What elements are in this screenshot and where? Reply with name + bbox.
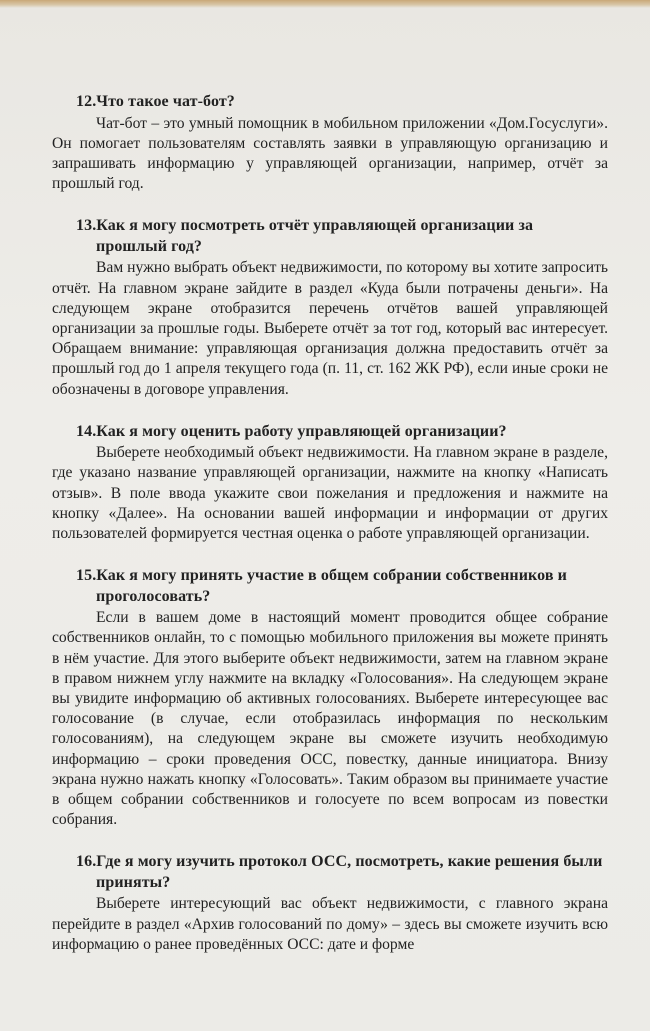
answer-paragraph: Если в вашем доме в настоящий момент проводится общее собрание собственников онлайн, то с помощью мобильного приложения вы можете принять в нём участие. Для этого выберите объект недвижимости, затем на главном экране в правом нижнем углу нажмите на вкладку «Голосования». На следующем экране вы увидите информацию об активных голосованиях. Выберете интересующее вас голосование (в случае, если отобразилась информация по нескольким голосованиям), на следующем экране вы сможете изучить необходимую информацию – сроки проведения ОСС, повестку, данные инициатора. Внизу экрана нужно нажать кнопку «Голосовать». Таким образом вы принимаете участие в общем собрании собственников и голосуете по всем вопросам из повестки собрания.: [52, 609, 608, 829]
page-top-edge: [0, 0, 650, 8]
question-heading: 16.Где я могу изучить протокол ОСС, посмотреть, какие решения были приняты?: [76, 853, 603, 891]
answer-paragraph: Чат-бот – это умный помощник в мобильном приложении «Дом.Госуслуги». Он помогает пользователям составлять заявки в управляющую организацию и запрашивать информацию у управляющей организации, например, отчёт за прошлый год.: [52, 114, 608, 193]
question-heading: 12.Что такое чат-бот?: [76, 93, 235, 110]
question-heading: 13.Как я могу посмотреть отчёт управляющей организации за прошлый год?: [76, 217, 534, 255]
faq-section-13: [52, 216, 608, 399]
faq-section-14: [52, 422, 608, 545]
question-heading: 15.Как я могу принять участие в общем собрании собственников и проголосовать?: [76, 567, 567, 605]
faq-section-15: [52, 566, 608, 830]
question-heading: 14.Как я могу оценить работу управляющей организации?: [76, 422, 507, 440]
document-page: [52, 92, 608, 977]
faq-section-12: [52, 92, 608, 194]
answer-paragraph: Выберете необходимый объект недвижимости. На главном экране в разделе, где указано название управляющей организации, нажмите на кнопку «Написать отзыв». В поле ввода укажите свои пожелания и предложения и нажмите на кнопку «Далее». На основании вашей информации и информации от других пользователей формируется честная оценка о работе управляющей организации.: [52, 444, 608, 543]
faq-section-16: [52, 852, 608, 955]
answer-paragraph: Выберете интересующий вас объект недвижимости, с главного экрана перейдите в раздел «Архив голосований по дому» – здесь вы сможете изучить всю информацию о ранее проведённых ОСС: дате и форме: [52, 895, 608, 953]
answer-paragraph: Вам нужно выбрать объект недвижимости, по которому вы хотите запросить отчёт. На главном экране зайдите в раздел «Куда были потрачены деньги». На следующем экране отобразится перечень отчётов вашей управляющей организации за прошлые годы. Выберете отчёт за тот год, который вас интересует. Обращаем внимание: управляющая организация должна предоставить отчёт за прошлый год до 1 апреля текущего года (п. 11, ст. 162 ЖК РФ), если иные сроки не обозначены в договоре управления.: [52, 259, 608, 398]
